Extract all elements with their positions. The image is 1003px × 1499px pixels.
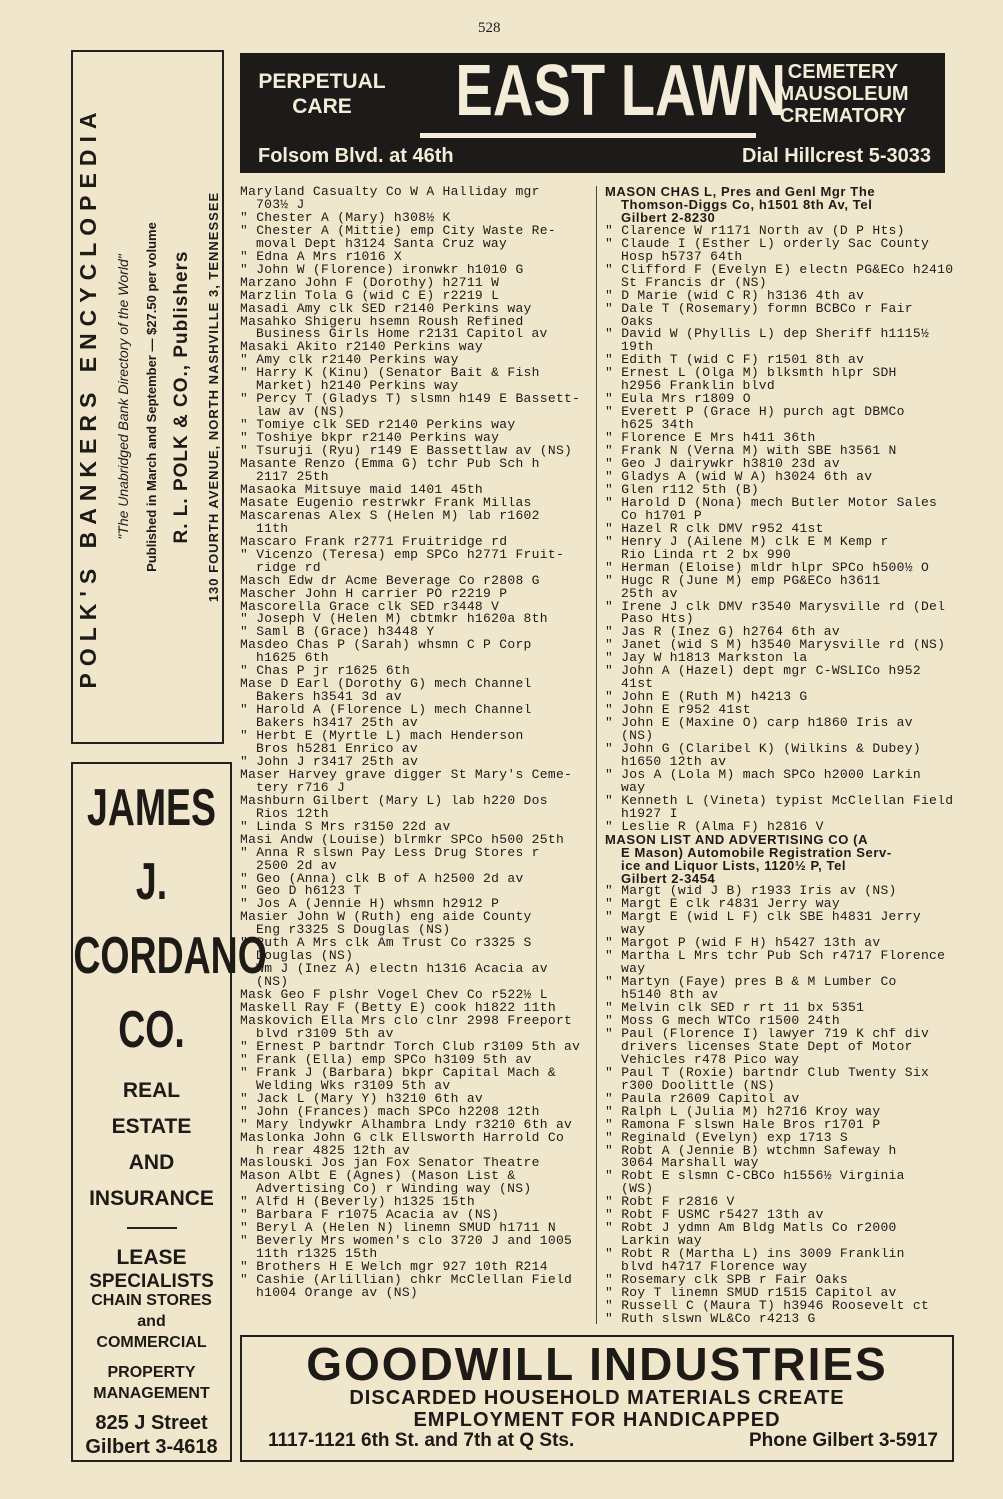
east-lawn-ad [240, 53, 945, 173]
cordano-name-4: CO. [118, 1001, 185, 1059]
directory-entry-line: Marzlin Tola G (wid C E) r2219 L [240, 289, 500, 303]
directory-entry-line: " Harold A (Florence L) mech Channel [240, 704, 532, 718]
directory-entry-line: " Anna R slswn Pay Less Drug Stores r [240, 846, 540, 860]
directory-entry-line: " Joseph V (Helen M) cbtmkr h1620a 8th [240, 613, 548, 627]
directory-entry-line: " Jack L (Mary Y) h3210 6th av [240, 1092, 484, 1106]
directory-entry-line: " Frank (Ella) emp SPCo h3109 5th av [240, 1053, 532, 1067]
directory-entry-line: 25th av [621, 587, 678, 601]
directory-entry-line: Bakers h3417 25th av [256, 717, 419, 731]
directory-entry-line: 2500 2d av [256, 859, 338, 873]
directory-entry-line: h1927 I [621, 807, 678, 821]
directory-entry-line: Mason Albt E (Agnes) (Mason List & [240, 1170, 516, 1184]
cordano-address: 825 J Street [95, 1411, 208, 1434]
directory-entry-line: " Ramona F slswn Hale Bros r1701 P [605, 1118, 881, 1132]
directory-entry-line: " Edith T (wid C F) r1501 8th av [605, 354, 865, 368]
goodwill-phone: Phone Gilbert 3-5917 [748, 1430, 938, 1451]
directory-column-left [240, 186, 592, 1300]
directory-entry-line: Marzano John F (Dorothy) h2711 W [240, 276, 500, 290]
directory-entry-line: ridge rd [256, 561, 321, 575]
directory-entry-line: Co h1701 P [621, 509, 703, 523]
directory-entry-line: Douglas (NS) [256, 950, 354, 964]
directory-entry-line: Gilbert 2-3454 [621, 872, 716, 886]
directory-entry-line: Maryland Casualty Co W A Halliday mgr [240, 186, 540, 199]
directory-entry-line: blvd h4717 Florence way [621, 1261, 808, 1275]
goodwill-line-2: EMPLOYMENT FOR HANDICAPPED [413, 1409, 781, 1431]
page-number: 528 [478, 20, 501, 36]
directory-entry-line: 3064 Marshall way [621, 1157, 759, 1171]
directory-entry-line: " Tsuruji (Ryu) r149 E Bassettlaw av (NS) [240, 445, 573, 459]
goodwill-ad [240, 1335, 954, 1462]
directory-entry-line: " Ernest L (Olga M) blksmth hlpr SDH [605, 367, 897, 381]
directory-entry-line: " Geo D h6123 T [240, 885, 362, 899]
directory-entry-line: " D Marie (wid C R) h3136 4th av [605, 289, 865, 303]
directory-entry-line: " Herman (Eloise) mldr hlpr SPCo h500½ O [605, 561, 930, 575]
directory-entry-line: " Robt R (Martha L) ins 3009 Franklin [605, 1248, 905, 1262]
directory-entry-line: " Cashie (Arlillian) chkr McClellan Field [240, 1274, 573, 1288]
directory-entry-line: " Linda S Mrs r3150 22d av [240, 820, 451, 834]
directory-entry-line: way [621, 924, 646, 938]
goodwill-address: 1117-1121 6th St. and 7th at Q Sts. [268, 1430, 575, 1451]
directory-entry-line: 2117 25th [256, 470, 329, 484]
east-lawn-name: EAST LAWN [455, 51, 787, 131]
cordano-divider [127, 1227, 177, 1229]
cordano-and-2: and [137, 1312, 166, 1330]
directory-entry-line: " Barbara F r1075 Acacia av (NS) [240, 1209, 500, 1223]
directory-entry-line: " Roy T linemn SMUD r1515 Capitol av [605, 1287, 897, 1300]
directory-entry-line: " Geo J dairywkr h3810 23d av [605, 458, 840, 471]
directory-entry-line: Rios 12th [256, 807, 329, 821]
directory-entry-line: " Janet (wid S M) h3540 Marysville rd (NS) [605, 639, 946, 653]
cordano-insurance: INSURANCE [89, 1187, 214, 1210]
directory-entry-line: " Margt (wid J B) r1933 Iris av (NS) [605, 885, 897, 899]
directory-entry-line: " Melvin clk SED r rt 11 bx 5351 [605, 1002, 865, 1015]
east-lawn-right-1: CEMETERY [787, 61, 899, 83]
directory-entry-line: " Tomiye clk SED r2140 Perkins way [240, 419, 516, 433]
cordano-lease: LEASE [116, 1246, 187, 1269]
directory-entry-line: Masaoka Mitsuye maid 1401 45th [240, 483, 484, 497]
directory-entry-line: " Robt F USMC r5427 13th av [605, 1209, 824, 1223]
directory-entry-line: " Ruth slswn WL&Co r4213 G [605, 1312, 816, 1326]
directory-entry-line: Maser Harvey grave digger St Mary's Ceme- [240, 768, 573, 782]
directory-entry-line: " John (Frances) mach SPCo h2208 12th [240, 1105, 540, 1119]
directory-entry-line: " Reginald (Evelyn) exp 1713 S [605, 1131, 849, 1145]
directory-entry-line: 19th [621, 341, 654, 355]
directory-entry-line: " Beryl A (Helen N) linemn SMUD h1711 N [240, 1222, 556, 1236]
polk-bankers-ad [71, 50, 224, 744]
directory-entry-line: 11th r1325 15th [256, 1248, 378, 1262]
directory-entry-line: Welding Wks r3109 5th av [256, 1079, 451, 1093]
directory-entry-line: 703½ J [256, 198, 305, 212]
directory-entry-line: " Ernest P bartndr Torch Club r3109 5th av [240, 1040, 581, 1054]
directory-entry-line: " Harry K (Kinu) (Senator Bait & Fish [240, 367, 540, 381]
directory-entry-line: Masch Edw dr Acme Beverage Co r2808 G [240, 574, 540, 588]
directory-entry-line: Advertising Co) r Winding way (NS) [256, 1183, 532, 1197]
directory-entry-line: " John E r952 41st [605, 704, 751, 718]
directory-entry-line: St Francis dr (NS) [621, 276, 767, 290]
directory-entry-line: " Chester A (Mittie) emp City Waste Re- [240, 224, 556, 238]
directory-entry-line: Business Girls Home r2131 Capitol av [256, 328, 548, 342]
directory-entry-line: h1650 12th av [621, 755, 727, 769]
east-lawn-left-2: CARE [292, 95, 352, 119]
directory-entry-line: " Amy clk r2140 Perkins way [240, 354, 459, 368]
directory-entry-line: " Hazel R clk DMV r952 41st [605, 522, 824, 536]
directory-entry-line: " Jos A (Lola M) mach SPCo h2000 Larkin [605, 768, 921, 782]
cordano-property: PROPERTY [107, 1364, 196, 1382]
goodwill-name: GOODWILL INDUSTRIES [306, 1338, 888, 1390]
directory-entry-line: " Margot P (wid F H) h5427 13th av [605, 937, 881, 951]
directory-entry-line: " Clifford F (Evelyn E) electn PG&ECo h2410 [605, 263, 953, 277]
directory-entry-line: 41st [621, 678, 654, 692]
cordano-management: MANAGEMENT [93, 1385, 210, 1403]
directory-entry-line: " Frank N (Verna M) with SBE h3561 N [605, 445, 897, 459]
directory-entry-line: (WS) [621, 1183, 654, 1197]
directory-entry-line: " Alfd H (Beverly) h1325 15th [240, 1196, 475, 1210]
directory-entry-line: " Robt J ydmn Am Bldg Matls Co r2000 [605, 1222, 897, 1236]
directory-entry-line: " Russell C (Maura T) h3946 Roosevelt ct [605, 1299, 930, 1313]
directory-entry-line: Eng r3325 S Douglas (NS) [256, 924, 451, 938]
directory-entry-line: " Paul (Florence I) lawyer 719 K chf div [605, 1027, 930, 1041]
polk-ad-title: POLK'S BANKERS ENCYCLOPEDIA [74, 105, 101, 689]
polk-ad-subtitle: "The Unabridged Bank Directory of the World" [114, 254, 131, 540]
directory-entry-line: " Chas P jr r1625 6th [240, 665, 411, 679]
directory-entry-line: " Wm J (Inez A) electn h1316 Acacia av [240, 963, 548, 977]
directory-entry-line: Maskell Ray F (Betty E) cook h1822 11th [240, 1002, 556, 1015]
directory-entry-line: " Percy T (Gladys T) slsmn h149 E Bassett- [240, 393, 581, 407]
polk-ad-published: Published in March and September — $27.50 per volume [143, 222, 158, 572]
directory-entry-line: Maslonka John G clk Ellsworth Harrold Co [240, 1131, 565, 1145]
cordano-phone: Gilbert 3-4618 [85, 1435, 218, 1458]
directory-entry-line: MASON LIST AND ADVERTISING CO (A [605, 833, 869, 847]
directory-entry-line: Masi Andw (Louise) blrmkr SPCo h500 25th [240, 833, 565, 847]
directory-entry-line: Mascorella Grace clk SED r3448 V [240, 600, 500, 614]
column-divider [596, 186, 597, 1324]
directory-entry-line: Oaks [621, 315, 654, 329]
directory-entry-line: " Vicenzo (Teresa) emp SPCo h2771 Fruit- [240, 548, 565, 562]
directory-entry-line: " Glen r112 5th (B) [605, 483, 759, 497]
directory-entry-line: " Martyn (Faye) pres B & M Lumber Co [605, 976, 897, 990]
directory-entry-line: Gilbert 2-8230 [621, 211, 716, 225]
cordano-real: REAL [122, 1079, 181, 1102]
directory-entry-line: " John A (Hazel) dept mgr C-WSLICo h952 [605, 665, 921, 679]
directory-entry-line: way [621, 963, 646, 977]
directory-entry-line: " Martha L Mrs tchr Pub Sch r4717 Florence [605, 950, 946, 964]
directory-entry-line: " Robt A (Jennie B) wtchmn Safeway h [605, 1144, 897, 1158]
directory-entry-line: moval Dept h3124 Santa Cruz way [256, 237, 508, 251]
directory-entry-line: " Mary lndywkr Alhambra Lndy r3210 6th av [240, 1118, 573, 1132]
directory-entry-line: " Hugc R (June M) emp PG&ECo h3611 [605, 574, 881, 588]
directory-entry-line: Masate Eugenio restrwkr Frank Millas [240, 496, 532, 510]
east-lawn-phone: Dial Hillcrest 5-3033 [742, 145, 931, 167]
directory-entry-line: " Jay W h1813 Markston la [605, 652, 808, 666]
directory-entry-line: (NS) [621, 730, 654, 743]
directory-entry-line: Rio Linda rt 2 bx 990 [621, 548, 792, 562]
directory-entry-line: " Geo (Anna) clk B of A h2500 2d av [240, 872, 524, 886]
directory-entry-line: Mascarenas Alex S (Helen M) lab r1602 [240, 509, 540, 523]
directory-entry-line: Paso Hts) [621, 613, 694, 627]
directory-entry-line: " John G (Claribel K) (Wilkins & Dubey) [605, 742, 921, 756]
directory-entry-line: Mask Geo F plshr Vogel Chev Co r522½ L [240, 989, 548, 1003]
directory-entry-line: Maslouski Jos jan Fox Senator Theatre [240, 1157, 540, 1171]
cordano-commercial: COMMERCIAL [96, 1333, 207, 1351]
directory-entry-line: " Paul T (Roxie) bartndr Club Twenty Six [605, 1066, 930, 1080]
directory-entry-line: Larkin way [621, 1235, 703, 1249]
directory-entry-line: r300 Doolittle (NS) [621, 1079, 775, 1093]
directory-entry-line: Mashburn Gilbert (Mary L) lab h220 Dos [240, 794, 548, 808]
directory-entry-line: blvd r3109 5th av [256, 1027, 394, 1041]
directory-entry-line: " Chester A (Mary) h308½ K [240, 211, 451, 225]
directory-entry-line: " Ralph L (Julia M) h2716 Kroy way [605, 1105, 881, 1119]
directory-entry-line: " Frank J (Barbara) bkpr Capital Mach & [240, 1066, 556, 1080]
directory-entry-line: " Rosemary clk SPB r Fair Oaks [605, 1274, 849, 1288]
directory-entry-line: " Dale T (Rosemary) formn BCBCo r Fair [605, 302, 913, 316]
directory-entry-line: " Moss G mech WTCo r1500 24th [605, 1015, 840, 1028]
directory-entry-line: " Jos A (Jennie H) whsmn h2912 P [240, 898, 500, 912]
directory-entry-line: " Everett P (Grace H) purch agt DBMCo [605, 406, 905, 420]
directory-entry-line: " John E (Maxine O) carp h1860 Iris av [605, 717, 913, 731]
directory-entry-line: " Leslie R (Alma F) h2816 V [605, 820, 824, 834]
directory-entry-line: Mascher John H carrier PO r2219 P [240, 587, 508, 601]
directory-entry-line: " Beverly Mrs women's clo 3720 J and 1005 [240, 1235, 573, 1249]
directory-entry-line: Vehicles r478 Pico way [621, 1053, 800, 1067]
directory-entry-line: MASON CHAS L, Pres and Genl Mgr The [605, 186, 876, 199]
directory-entry-line: Mase D Earl (Dorothy G) mech Channel [240, 678, 532, 692]
directory-entry-line: " Robt E slsmn C-CBCo h1556½ Virginia [605, 1170, 905, 1184]
directory-entry-line: h5140 8th av [621, 989, 719, 1003]
directory-entry-line: " Henry J (Ailene M) clk E M Kemp r [605, 535, 889, 549]
directory-entry-line: h rear 4825 12th av [256, 1144, 410, 1158]
directory-entry-line: Bros h5281 Enrico av [256, 742, 419, 756]
east-lawn-services [753, 61, 933, 127]
cordano-name-2: J. [135, 853, 168, 911]
polk-ad-address: 130 FOURTH AVENUE, NORTH NASHVILLE 3, TENNESSEE [205, 191, 221, 603]
directory-entry-line: Masier John W (Ruth) eng aide County [240, 911, 532, 925]
directory-entry-line: " Margt E clk r4831 Jerry way [605, 898, 840, 912]
directory-entry-line: " Clarence W r1171 North av (D P Hts) [605, 224, 905, 238]
cordano-name-3: CORDANO [73, 927, 267, 985]
cordano-name-1: JAMES [87, 779, 216, 837]
east-lawn-right-3: CREMATORY [779, 105, 907, 127]
directory-entry-line: law av (NS) [256, 406, 346, 420]
directory-entry-line: " Brothers H E Welch mgr 927 10th R214 [240, 1261, 548, 1275]
directory-entry-line: Masdeo Chas P (Sarah) whsmn C P Corp [240, 639, 532, 653]
directory-entry-line: " John W (Florence) ironwkr h1010 G [240, 263, 524, 277]
east-lawn-underline [420, 133, 756, 138]
directory-entry-line: " Robt F r2816 V [605, 1196, 735, 1210]
east-lawn-address: Folsom Blvd. at 46th [258, 145, 454, 167]
directory-entry-line: " Claude I (Esther L) orderly Sac County [605, 237, 930, 251]
directory-entry-line: " Saml B (Grace) h3448 Y [240, 626, 435, 640]
cordano-specialists: SPECIALISTS [89, 1271, 214, 1292]
directory-entry-line: " Kenneth L (Vineta) typist McClellan Field [605, 794, 953, 808]
east-lawn-left-1: PERPETUAL [258, 70, 386, 93]
directory-entry-line: Masaki Akito r2140 Perkins way [240, 341, 484, 355]
directory-entry-line: Market) h2140 Perkins way [256, 380, 459, 394]
directory-entry-line: " Florence E Mrs h411 36th [605, 432, 816, 446]
directory-entry-line: " Herbt E (Myrtle L) mach Henderson [240, 730, 524, 743]
directory-entry-line: Masante Renzo (Emma G) tchr Pub Sch h [240, 458, 540, 471]
directory-entry-line: " Margt E (wid L F) clk SBE h4831 Jerry [605, 911, 921, 925]
cordano-chain-stores: CHAIN STORES [91, 1292, 212, 1309]
directory-entry-line: Masahko Shigeru hsemn Roush Refined [240, 315, 524, 329]
directory-entry-line: " Gladys A (wid W A) h3024 6th av [605, 470, 873, 484]
directory-entry-line: " Jas R (Inez G) h2764 6th av [605, 626, 840, 640]
directory-entry-line: ice and Liquor Lists, 1120½ P, Tel [621, 859, 847, 873]
directory-entry-line: h1625 6th [256, 652, 329, 666]
cordano-estate: ESTATE [111, 1115, 192, 1138]
goodwill-line-1: DISCARDED HOUSEHOLD MATERIALS CREATE [349, 1387, 845, 1409]
directory-entry-line: tery r716 J [256, 781, 346, 795]
directory-entry-line: h1004 Orange av (NS) [256, 1287, 419, 1300]
directory-entry-line: " Toshiye bkpr r2140 Perkins way [240, 432, 500, 446]
east-lawn-perpetual-care [252, 69, 392, 119]
directory-entry-line: (NS) [256, 976, 289, 990]
directory-entry-line: Masadi Amy clk SED r2140 Perkins way [240, 302, 532, 316]
directory-entry-line: h2956 Franklin blvd [621, 380, 775, 394]
directory-entry-line: " David W (Phyllis L) dep Sheriff h1115½ [605, 328, 930, 342]
cordano-and: AND [128, 1151, 175, 1174]
directory-entry-line: Maskovich Ella Mrs clo clnr 2998 Freeport [240, 1015, 573, 1028]
directory-entry-line: E Mason) Automobile Registration Serv- [621, 846, 892, 860]
directory-entry-line: h625 34th [621, 419, 694, 433]
directory-entry-line: " John J r3417 25th av [240, 755, 419, 769]
directory-entry-line: Bakers h3541 3d av [256, 691, 402, 705]
directory-entry-line: " Ruth A Mrs clk Am Trust Co r3325 S [240, 937, 532, 951]
directory-entry-line: " Paula r2609 Capitol av [605, 1092, 800, 1106]
polk-ad-publisher: R. L. POLK & CO., Publishers [170, 250, 192, 544]
directory-entry-line: Mascaro Frank r2771 Fruitridge rd [240, 535, 508, 549]
directory-column-right [605, 186, 953, 1326]
directory-entry-line: " Edna A Mrs r1016 X [240, 250, 403, 264]
east-lawn-right-2: MAUSOLEUM [777, 83, 909, 105]
directory-entry-line: Thomson-Diggs Co, h1501 8th Av, Tel [621, 198, 873, 212]
directory-entry-line: drivers licenses State Dept of Motor [621, 1040, 913, 1054]
directory-entry-line: " Harold D (Nona) mech Butler Motor Sales [605, 496, 938, 510]
directory-entry-line: " Eula Mrs r1809 O [605, 393, 751, 407]
cordano-ad [71, 762, 267, 1462]
directory-entry-line: 11th [256, 522, 289, 536]
directory-entry-line: " Irene J clk DMV r3540 Marysville rd (Del [605, 600, 946, 614]
directory-entry-line: Hosp h5737 64th [621, 250, 743, 264]
directory-entry-line: " John E (Ruth M) h4213 G [605, 691, 808, 705]
directory-entry-line: way [621, 781, 646, 795]
